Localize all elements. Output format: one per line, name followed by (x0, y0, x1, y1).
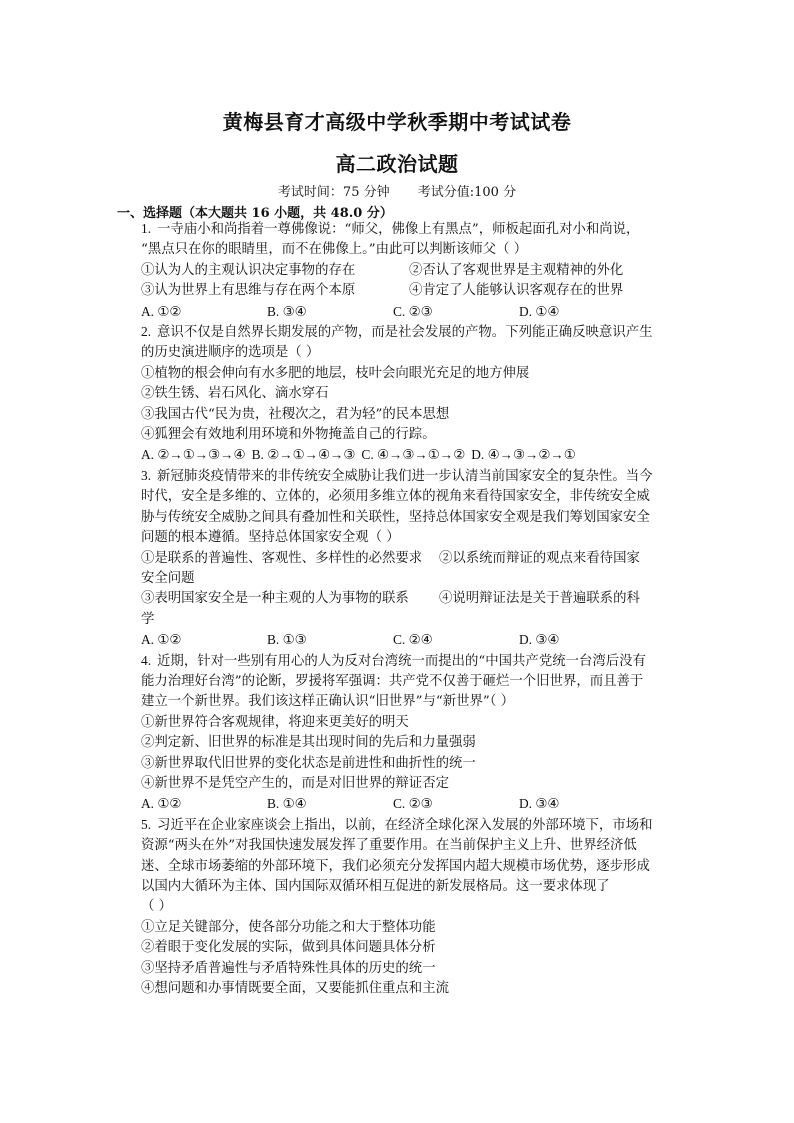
question-stem (141, 815, 681, 918)
question-stem (141, 322, 681, 364)
answer-choice-d[interactable]: D. ④→③→②→① (471, 447, 576, 463)
question-stem (141, 466, 681, 549)
answer-choice-a[interactable]: A. ②→①→③→④ (141, 447, 246, 463)
option-item: ②铁生锈、岩石风化、滴水穿石 (141, 386, 329, 402)
answer-choice-c[interactable]: C. ②③ (393, 303, 433, 319)
option-row (141, 589, 681, 609)
answer-choices (141, 794, 681, 814)
answer-choices (141, 630, 681, 650)
option-item: ①是联系的普遍性、客观性、多样性的必然要求 (141, 550, 423, 566)
answer-choice-b[interactable]: B. ③④ (267, 303, 307, 319)
answer-choice-a[interactable]: A. ①② (141, 796, 182, 812)
option-item: ③我国古代“民为贵，社稷次之，君为轻”的民本思想 (141, 406, 450, 422)
stem-line: “黑点只在你的眼睛里，而不在佛像上。”由此可以判断该师父（ ） (141, 242, 528, 258)
answer-choice-a[interactable]: A. ①② (141, 303, 182, 319)
answer-choices (141, 445, 681, 465)
stem-line: 胁与传统安全威胁之间具有叠加性和关联性，坚持总体国家安全观是我们筹划国家安全 (141, 509, 650, 525)
exam-meta (0, 181, 794, 200)
option-item: ②着眼于变化发展的实际，做到具体问题具体分析 (141, 940, 436, 956)
question-2 (141, 322, 681, 466)
stem-line: 意识不仅是自然界长期发展的产物，而是社会发展的产物。下列能正确反映意识产生 (157, 325, 653, 341)
answer-choice-c[interactable]: C. ②④ (393, 632, 433, 648)
answer-choice-b[interactable]: B. ①③ (267, 632, 307, 648)
option-item: ③认为世界上有思维与存在两个本原 (141, 283, 356, 299)
option-item: ②判定新、旧世界的标准是其出现时间的先后和力量强弱 (141, 735, 476, 751)
answer-choice-d[interactable]: D. ③④ (519, 796, 560, 812)
option-row (141, 281, 681, 301)
stem-line: 以国内大循环为主体、国内国际双循环相互促进的新发展格局。这一要求体现了 (141, 879, 610, 894)
stem-line: 习近平在企业家座谈会上指出，以前，在经济全球化深入发展的外部环境下，市场和 (157, 817, 653, 833)
question-number: 4. (141, 652, 152, 668)
stem-line: 问题的根本遵循。坚持总体国家安全观（ ） (141, 530, 400, 546)
stem-line: （ ） (141, 899, 173, 915)
option-item: ①立足关键部分，使各部分功能之和大于整体功能 (141, 919, 436, 935)
option-row (141, 549, 681, 569)
option-item: ④新世界不是凭空产生的，而是对旧世界的辩证否定 (141, 775, 449, 791)
question-4 (141, 651, 681, 815)
option-item: ④肯定了人能够认识客观存在的世界 (409, 283, 624, 299)
answer-choice-a[interactable]: A. ①② (141, 632, 182, 648)
section-heading: 一、选择题（本大题共 16 小题，共 48.0 分） (117, 206, 393, 221)
question-number: 5. (141, 816, 152, 832)
option-item: ④说明辩证法是关于普遍联系的科 (439, 591, 640, 607)
option-item: ②否认了客观世界是主观精神的外化 (409, 262, 624, 278)
option-item: ①植物的根会伸向有水多肥的地层，枝叶会向眼光充足的地方伸展 (141, 365, 530, 381)
option-item: ③表明国家安全是一种主观的人为事物的联系 (141, 591, 409, 607)
option-continuation: 学 (141, 611, 155, 627)
option-item: ①新世界符合客观规律，将迎来更美好的明天 (141, 714, 409, 730)
exam-score: 考试分值:100 分 (417, 185, 517, 200)
option-item: ①认为人的主观认识决定事物的存在 (141, 262, 356, 278)
option-item: ②以系统而辩证的观点来看待国家 (439, 550, 640, 566)
question-number: 2. (141, 324, 152, 340)
answer-choice-d[interactable]: D. ①④ (519, 303, 560, 319)
answer-choice-b[interactable]: B. ①④ (267, 796, 307, 812)
option-continuation: 安全问题 (141, 570, 195, 586)
question-3 (141, 466, 681, 651)
exam-subtitle: 高二政治试题 (335, 152, 459, 176)
answer-choice-c[interactable]: C. ④→③→①→② (361, 447, 466, 463)
stem-line: 时代，安全是多维的、立体的，必须用多维立体的视角来看待国家安全，非传统安全威 (141, 489, 650, 505)
stem-line: 建立一个新世界。我们该这样正确认识“旧世界”与“新世界”（ ） (141, 694, 515, 710)
answer-choice-b[interactable]: B. ②→①→④→③ (251, 447, 356, 463)
stem-line: 新冠肺炎疫情带来的非传统安全威胁让我们进一步认清当前国家安全的复杂性。当今 (157, 468, 653, 484)
answer-choice-c[interactable]: C. ②③ (393, 796, 433, 812)
exam-time: 考试时间：75 分钟 (277, 185, 390, 200)
option-item: ④想问题和办事情既要全面，又要能抓住重点和主流 (141, 981, 449, 997)
answer-choice-d[interactable]: D. ③④ (519, 632, 560, 648)
stem-line: 迷、全球市场萎缩的外部环境下，我们必须充分发挥国内超大规模市场优势，逐步形成 (141, 858, 650, 874)
question-number: 3. (141, 467, 152, 483)
stem-line: 的历史演进顺序的选项是（ ） (141, 345, 320, 361)
stem-line: 资源“两头在外”对我国快速发展发挥了重要作用。在当前保护主义上升、世界经济低 (141, 838, 637, 854)
question-number: 1. (141, 221, 152, 236)
exam-title: 黄梅县育才高级中学秋季期中考试试卷 (222, 110, 572, 134)
question-1 (141, 219, 681, 322)
option-item: ③新世界取代旧世界的变化状态是前进性和曲折性的统一 (141, 755, 476, 771)
question-5 (141, 815, 681, 1000)
stem-line: 一寺庙小和尚指着一尊佛像说：“师父，佛像上有黑点”，师板起面孔对小和尚说， (157, 222, 640, 237)
question-stem (141, 219, 681, 261)
question-stem (141, 651, 681, 713)
answer-choices (141, 302, 681, 322)
option-row (141, 261, 681, 281)
stem-line: 近期，针对一些别有用心的人为反对台湾统一而提出的“中国共产党统一台湾后没有 (157, 653, 646, 669)
question-list (141, 219, 681, 999)
option-item: ③坚持矛盾普遍性与矛盾特殊性具体的历史的统一 (141, 960, 436, 976)
option-item: ④狐狸会有效地利用环境和外物掩盖自己的行踪。 (141, 427, 436, 443)
stem-line: 能力治理好台湾”的论断，罗援将军强调：共产党不仅善于砸烂一个旧世界，而且善于 (141, 673, 644, 689)
